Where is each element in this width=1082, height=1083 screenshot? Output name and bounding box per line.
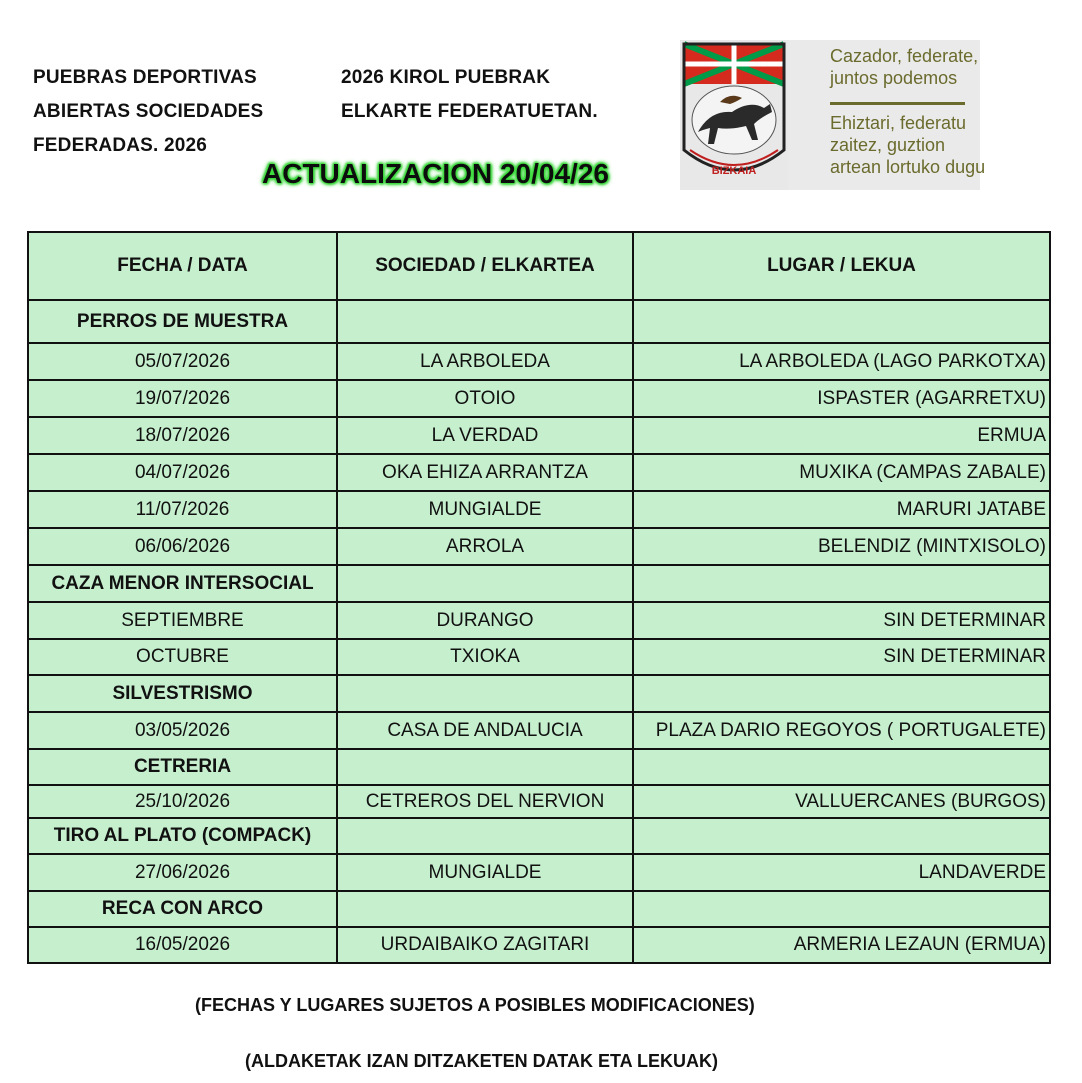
cell-society: MUNGIALDE [337,854,633,891]
cell-date: PERROS DE MUESTRA [28,300,337,343]
cell-date: 25/10/2026 [28,785,337,818]
cell-society: CETREROS DEL NERVION [337,785,633,818]
cell-date: 16/05/2026 [28,927,337,963]
cell-date: SEPTIEMBRE [28,602,337,639]
header-left-line: ABIERTAS SOCIEDADES [33,101,264,122]
cell-society: ARROLA [337,528,633,565]
header-place: LUGAR / LEKUA [633,232,1050,300]
cell-date: 06/06/2026 [28,528,337,565]
cell-society: MUNGIALDE [337,491,633,528]
category-row [28,749,1050,785]
table-header-row [28,232,1050,300]
cell-place: PLAZA DARIO REGOYOS ( PORTUGALETE) [633,712,1050,749]
tagline-eu-line: Ehiztari, federatu [830,113,967,133]
table-row [28,639,1050,675]
header-right-line: ELKARTE FEDERATUETAN. [341,101,598,122]
cell-place [633,675,1050,712]
tagline-es-line: Cazador, federate, [830,46,979,66]
header-left-line: PUEBRAS DEPORTIVAS [33,67,257,88]
emblem-label: BIZKAIA [711,165,757,177]
cell-place: LANDAVERDE [633,854,1050,891]
update-notice: ACTUALIZACION 20/04/26 [262,158,609,189]
cell-date: RECA CON ARCO [28,891,337,927]
cell-society [337,300,633,343]
logo-tagline [830,40,986,190]
cell-place [633,300,1050,343]
tagline-divider [830,102,965,105]
cell-date: 27/06/2026 [28,854,337,891]
cell-date: 04/07/2026 [28,454,337,491]
cell-place: BELENDIZ (MINTXISOLO) [633,528,1050,565]
cell-date: 19/07/2026 [28,380,337,417]
cell-society: OTOIO [337,380,633,417]
cell-place [633,818,1050,854]
cell-place: ISPASTER (AGARRETXU) [633,380,1050,417]
cell-date: CAZA MENOR INTERSOCIAL [28,565,337,602]
cell-date: TIRO AL PLATO (COMPACK) [28,818,337,854]
cell-place: SIN DETERMINAR [633,602,1050,639]
header-society: SOCIEDAD / ELKARTEA [337,232,633,300]
table-row [28,528,1050,565]
header-right [341,61,598,129]
cell-place [633,749,1050,785]
header-left [33,61,263,163]
table-row [28,854,1050,891]
category-row [28,891,1050,927]
header-date: FECHA / DATA [28,232,337,300]
cell-date: 05/07/2026 [28,343,337,380]
table-body [28,300,1050,963]
table-row [28,712,1050,749]
table-row [28,417,1050,454]
cell-society [337,818,633,854]
cell-society: URDAIBAIKO ZAGITARI [337,927,633,963]
cell-society [337,891,633,927]
cell-date: 18/07/2026 [28,417,337,454]
table-row [28,602,1050,639]
cell-society [337,749,633,785]
federation-logo [680,40,986,190]
cell-society: CASA DE ANDALUCIA [337,712,633,749]
cell-society: TXIOKA [337,639,633,675]
footer-note-eu: (ALDAKETAK IZAN DITZAKETEN DATAK ETA LEKUAK) [245,1051,718,1071]
tagline-eu-line: zaitez, guztion [830,135,946,155]
category-row [28,818,1050,854]
cell-date: SILVESTRISMO [28,675,337,712]
cell-society: LA VERDAD [337,417,633,454]
cell-society: LA ARBOLEDA [337,343,633,380]
cell-society [337,565,633,602]
table-row [28,343,1050,380]
table-row [28,927,1050,963]
cell-place: ERMUA [633,417,1050,454]
cell-date: OCTUBRE [28,639,337,675]
cell-date: 03/05/2026 [28,712,337,749]
cell-place: LA ARBOLEDA (LAGO PARKOTXA) [633,343,1050,380]
cell-society: DURANGO [337,602,633,639]
category-row [28,565,1050,602]
table-row [28,491,1050,528]
cell-place: VALLUERCANES (BURGOS) [633,785,1050,818]
cell-date: 11/07/2026 [28,491,337,528]
tagline-es-line: juntos podemos [830,68,958,88]
cell-society: OKA EHIZA ARRANTZA [337,454,633,491]
cell-place: MUXIKA (CAMPAS ZABALE) [633,454,1050,491]
cell-date: CETRERIA [28,749,337,785]
category-row [28,675,1050,712]
tagline-eu-line: artean lortuko dugu [830,157,986,177]
cell-place: ARMERIA LEZAUN (ERMUA) [633,927,1050,963]
cell-place: SIN DETERMINAR [633,639,1050,675]
federation-emblem-icon [680,40,788,190]
cell-society [337,675,633,712]
category-row [28,300,1050,343]
header-left-line: FEDERADAS. 2026 [33,135,208,156]
footer-note-es: (FECHAS Y LUGARES SUJETOS A POSIBLES MODIFICACIONES) [195,995,755,1015]
table-row [28,785,1050,818]
cell-place [633,891,1050,927]
header-right-line: 2026 KIROL PUEBRAK [341,67,551,88]
table-row [28,454,1050,491]
table-row [28,380,1050,417]
events-table [27,231,1051,964]
cell-place: MARURI JATABE [633,491,1050,528]
cell-place [633,565,1050,602]
